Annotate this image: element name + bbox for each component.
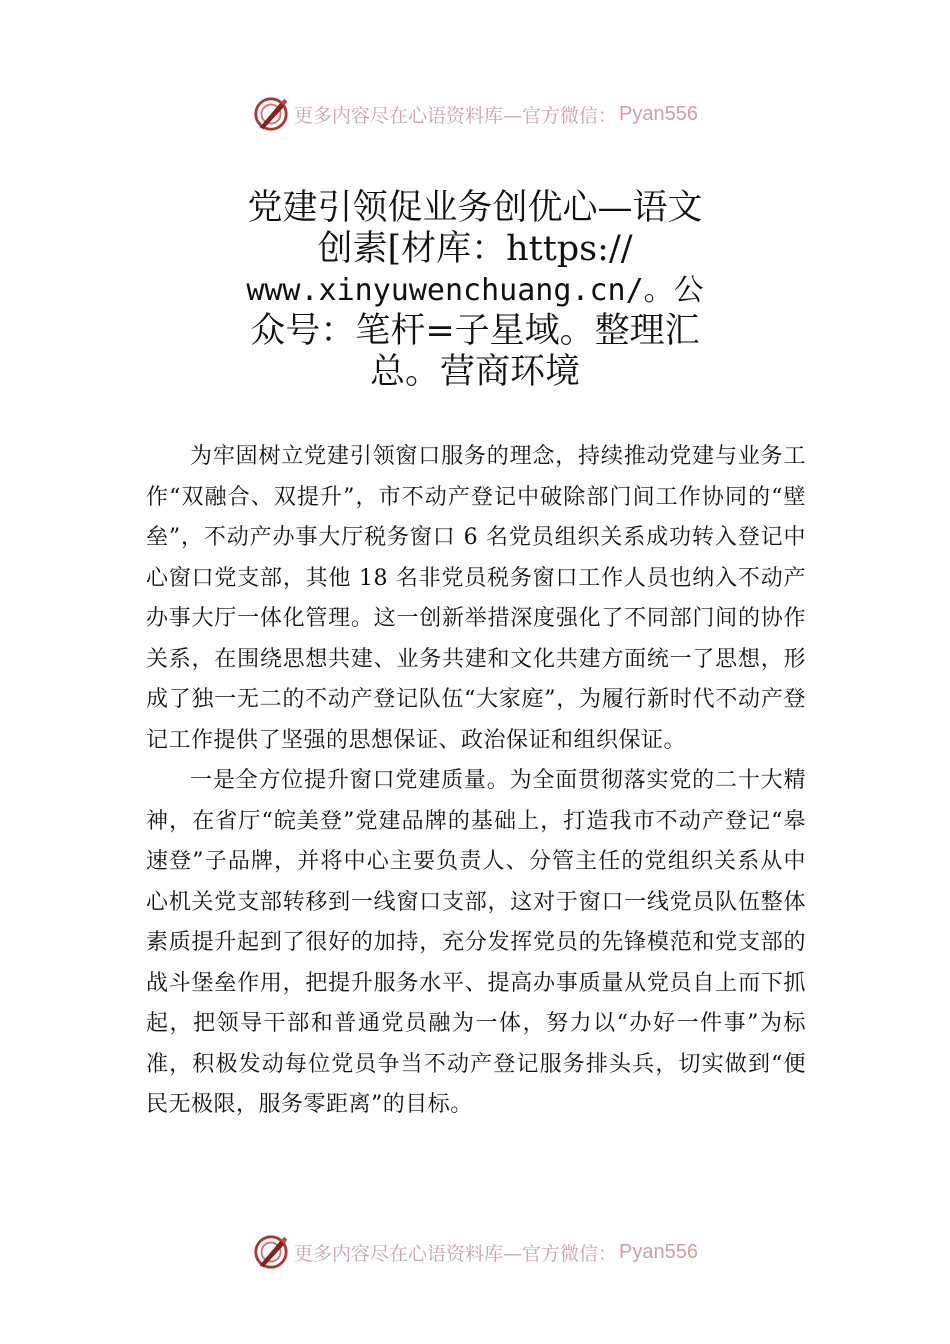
wechat-handle: Pyan556 [619, 102, 698, 125]
title-line-4: 众号：笔杆=子星域。整理汇 [250, 311, 700, 351]
banner-text: 更多内容尽在心语资料库—官方微信： [294, 104, 618, 127]
title-line-2: 创素[材库：https:// [317, 229, 633, 269]
header-banner [0, 94, 950, 134]
document-title [180, 188, 770, 393]
pen-emblem-icon [252, 1233, 290, 1271]
paragraph-1: 为牢固树立党建引领窗口服务的理念，持续推动党建与业务工作“双融合、双提升”，市不动产登记中破除部门间工作协同的“壁垒”，不动产办事大厅税务窗口 6 名党员组织关系成功转入登记中心窗口党支部，其他 18 名非党员税务窗口工作人员也纳入不动产办事大厅一体化管理。这一创新举措深度强化了不同部门间的协作关系，在围绕思想共建、业务共建和文化共建方面统一了思想，形成了独一无二的不动产登记队伍“大家庭”，为履行新时代不动产登记工作提供了坚强的思想保证、政治保证和组织保证。 [146, 444, 806, 753]
title-line-1: 党建引领促业务创优心—语文 [247, 188, 703, 228]
document-body [146, 437, 806, 1126]
wechat-handle: Pyan556 [619, 1240, 698, 1263]
footer-banner [0, 1232, 950, 1272]
title-line-5: 总。营商环境 [369, 352, 580, 392]
title-line-3: www.xinyuwenchuang.cn/。公 [246, 273, 704, 308]
banner-text: 更多内容尽在心语资料库—官方微信： [294, 1242, 618, 1265]
pen-emblem-icon [252, 95, 290, 133]
paragraph-2: 一是全方位提升窗口党建质量。为全面贯彻落实党的二十大精神，在省厅“皖美登”党建品牌的基础上，打造我市不动产登记“皋速登”子品牌，并将中心主要负责人、分管主任的党组织关系从中心机关党支部转移到一线窗口支部，这对于窗口一线党员队伍整体素质提升起到了很好的加持，充分发挥党员的先锋模范和党支部的战斗堡垒作用，把提升服务水平、提高办事质量从党员自上而下抓起，把领导干部和普通党员融为一体，努力以“办好一件事”为标准，积极发动每位党员争当不动产登记服务排头兵，切实做到“便民无极限，服务零距离”的目标。 [146, 768, 806, 1117]
